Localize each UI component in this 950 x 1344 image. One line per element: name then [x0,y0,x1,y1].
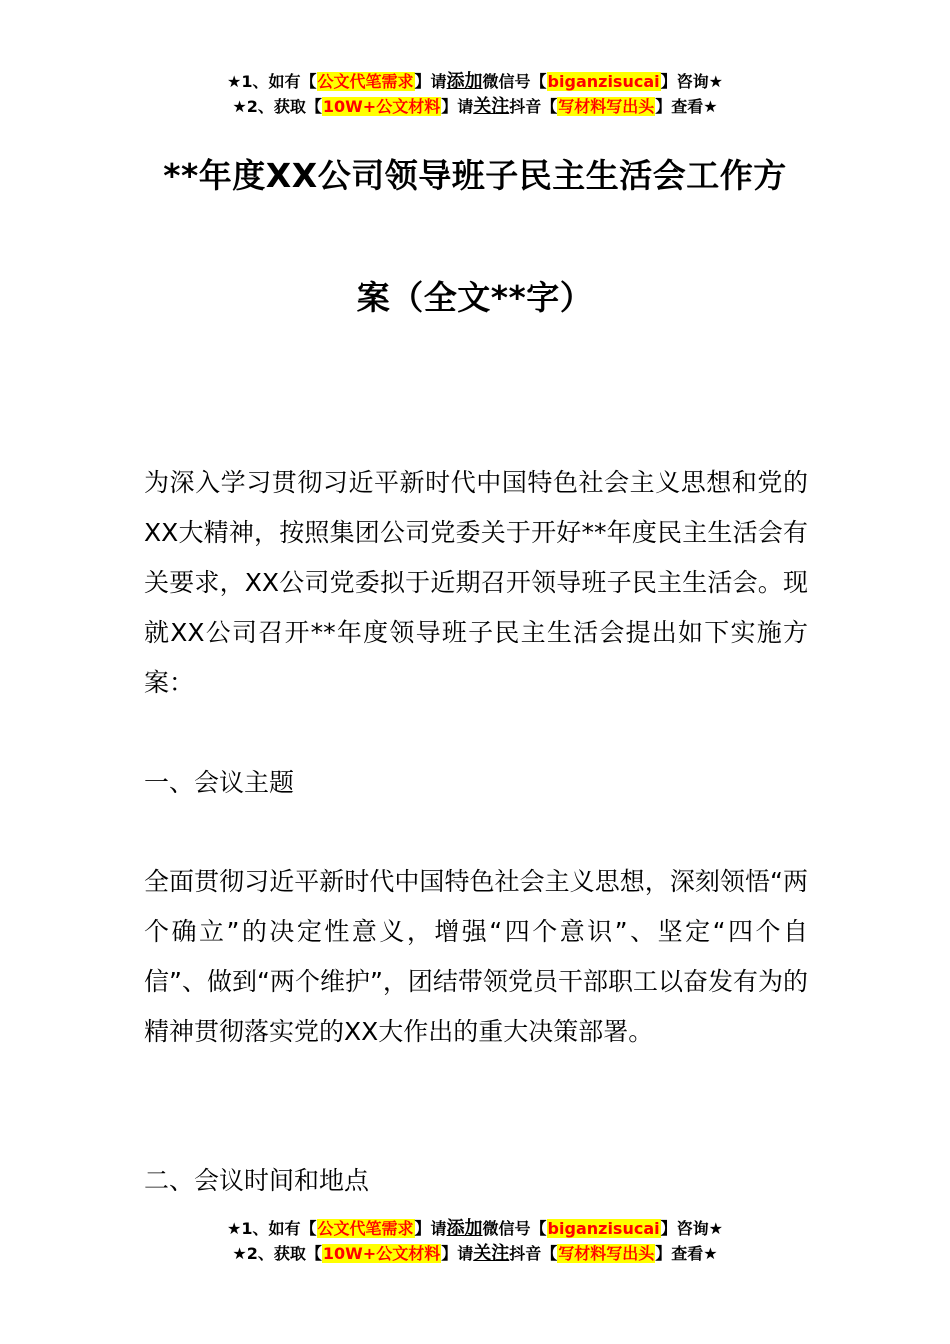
promo-text: ★2、获取【 [232,97,322,116]
theme-text: 全面贯彻习近平新时代中国特色社会主义思想，深刻领悟“两个确立”的决定性意义，增强“四个意识”、坚定“四个自信”、做到“两个维护”，团结带领党员干部职工以奋发有为的精神贯彻落实党的XX大作出的重大决策部署。 [144,867,808,1046]
promo-text: 】咨询★ [660,72,723,91]
promo-line-2 [0,94,950,119]
promo-highlight: 写材料写出头 [558,1244,655,1263]
document-title-line-1: **年度XX公司领导班子民主生活会工作方 [163,156,787,195]
document-title-line-2: 案（全文**字） [356,278,594,317]
promo-emphasis: 添加 [446,71,483,92]
promo-emphasis: 添加 [446,1218,483,1239]
promo-text: 】请 [441,97,474,116]
promo-highlight: 公文代笔需求 [317,1219,414,1238]
promo-text: 】请 [414,1219,447,1238]
promo-highlight: 10W+公文材料 [322,97,441,116]
promo-line-1 [0,69,950,94]
promo-highlight: 10W+公文材料 [322,1244,441,1263]
promo-text: ★2、获取【 [232,1244,322,1263]
promo-text: 微信号【 [482,1219,547,1238]
promo-text: 微信号【 [482,72,547,91]
header-promo-banner [0,69,950,119]
theme-paragraph [144,857,808,1057]
promo-line-1 [0,1216,950,1241]
promo-text: 抖音【 [509,1244,558,1263]
intro-text: 为深入学习贯彻习近平新时代中国特色社会主义思想和党的XX大精神，按照集团公司党委关于开好**年度民主生活会有关要求，XX公司党委拟于近期召开领导班子民主生活会。现就XX公司召开**年度领导班子民主生活会提出如下实施方案： [144,468,808,697]
section-heading-time-place: 二、会议时间和地点 [144,1166,370,1195]
promo-text: 】咨询★ [660,1219,723,1238]
intro-paragraph [144,458,808,708]
promo-highlight: biganzisucai [547,1219,660,1238]
promo-line-2 [0,1241,950,1266]
promo-highlight: 写材料写出头 [558,97,655,116]
promo-emphasis: 关注 [473,96,510,117]
promo-highlight: biganzisucai [547,72,660,91]
promo-emphasis: 关注 [473,1243,510,1264]
promo-text: 】请 [441,1244,474,1263]
promo-text: 】请 [414,72,447,91]
section-heading-theme: 一、会议主题 [144,768,295,797]
promo-text: ★1、如有【 [227,72,317,91]
promo-text: 抖音【 [509,97,558,116]
promo-text: 】查看★ [655,1244,718,1263]
promo-text: ★1、如有【 [227,1219,317,1238]
promo-text: 】查看★ [655,97,718,116]
footer-promo-banner [0,1216,950,1266]
promo-highlight: 公文代笔需求 [317,72,414,91]
